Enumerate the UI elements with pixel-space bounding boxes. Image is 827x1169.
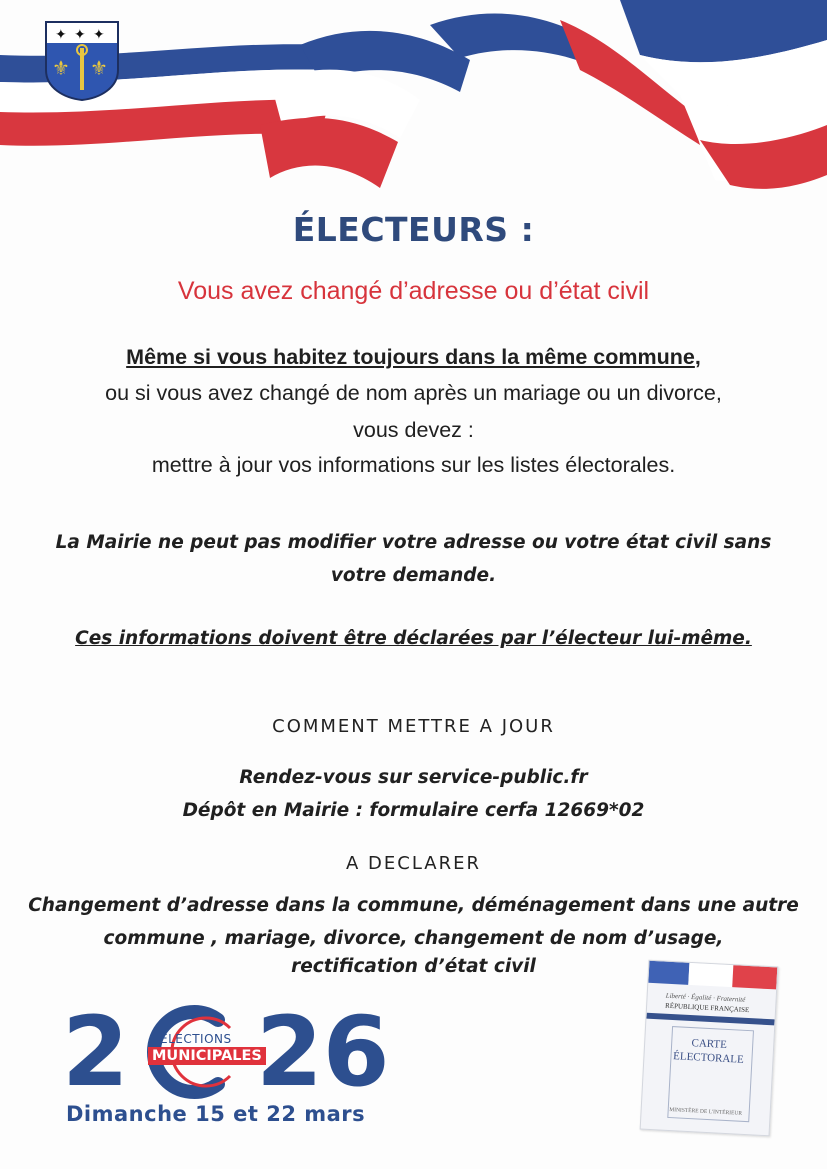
card-ministry: MINISTÈRE DE L'INTÉRIEUR (669, 1107, 743, 1117)
svg-text:✦: ✦ (93, 27, 105, 43)
svg-text:✦: ✦ (55, 27, 67, 43)
card-flag (648, 961, 777, 990)
mairie-note-line-2: votre demande. (330, 565, 497, 586)
card-bar (646, 1013, 774, 1026)
logo-label-elections: ÉLECTIONS (160, 1032, 232, 1046)
town-crest-logo (44, 20, 120, 102)
election-dates: Dimanche 15 et 22 mars (66, 1102, 366, 1126)
svg-text:✦: ✦ (74, 27, 86, 43)
elections-2026-logo (62, 996, 402, 1142)
changes-line-2: commune , mariage, divorce, changement de nom d’usage, (103, 928, 724, 949)
logo-digits-26: 26 (256, 996, 390, 1108)
voter-card-image (640, 960, 779, 1137)
logo-digit-2: 2 (62, 996, 129, 1108)
logo-label-municipales: MUNICIPALES (148, 1047, 266, 1065)
intro-line-4: mettre à jour vos informations sur les listes électorales. (151, 453, 676, 477)
how-web-line: Rendez-vous sur service-public.fr (239, 767, 588, 788)
changes-line-1: Changement d’adresse dans la commune, déménagement dans une autre (28, 895, 799, 916)
page-title: ÉLECTEURS : (292, 210, 535, 249)
tricolor-ribbon-banner (0, 0, 827, 200)
declare-note (0, 628, 827, 649)
card-title-line-2: ÉLECTORALE (672, 1050, 745, 1066)
intro-line-1-text: Même si vous habitez toujours dans la même commune (126, 345, 695, 369)
declare-heading: A DECLARER (346, 853, 481, 874)
intro-line-2: ou si vous avez changé de nom après un mariage ou un divorce, (105, 381, 722, 405)
card-motto: Liberté · Égalité · Fraternité (665, 991, 746, 1004)
intro-line-1 (0, 345, 827, 370)
intro-line-1-punct: , (694, 345, 701, 369)
page-subtitle: Vous avez changé d’adresse ou d’état civil (177, 277, 650, 305)
svg-text:⚜: ⚜ (52, 56, 70, 80)
svg-text:⚜: ⚜ (90, 56, 108, 80)
card-republic: RÉPUBLIQUE FRANÇAISE (664, 1001, 750, 1015)
mairie-note-line-1: La Mairie ne peut pas modifier votre adresse ou votre état civil sans (55, 532, 772, 553)
how-depot-line: Dépôt en Mairie : formulaire cerfa 12669*02 (182, 800, 645, 821)
declare-note-text: Ces informations doivent être déclarées par l’électeur lui-même. (75, 628, 752, 649)
changes-line-3: rectification d’état civil (291, 956, 536, 977)
intro-line-3: vous devez : (353, 418, 474, 442)
how-heading: COMMENT METTRE A JOUR (272, 716, 555, 737)
card-title-line-1: CARTE (691, 1037, 728, 1051)
